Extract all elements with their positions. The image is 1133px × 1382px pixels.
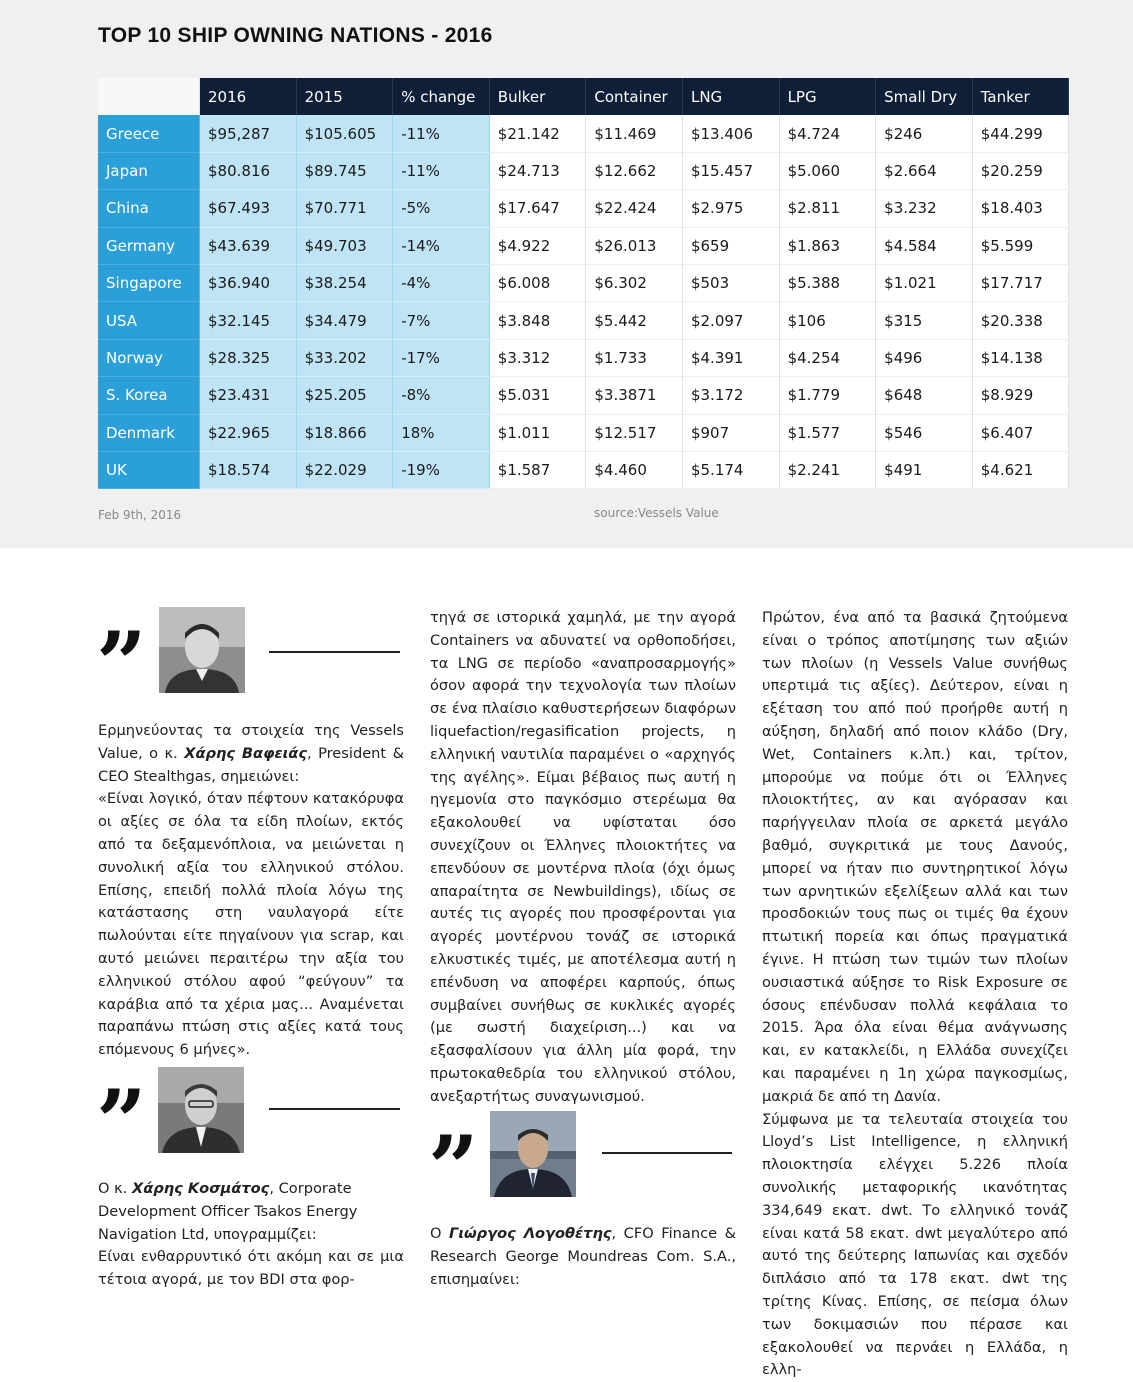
paragraph: Είναι ενθαρρυντικό ότι ακόμη και σε μια τέτοια αγορά, με τον BDI στα φορ- xyxy=(98,1248,404,1289)
value-cell: $546 xyxy=(876,415,973,452)
date-note: Feb 9th, 2016 xyxy=(98,508,182,522)
value-cell: $4.391 xyxy=(683,340,780,377)
text-span: Ο xyxy=(430,1225,450,1242)
value-cell: $33.202 xyxy=(297,340,394,377)
table-row xyxy=(98,265,1069,302)
value-cell: $5.060 xyxy=(780,153,877,190)
value-cell: $1.011 xyxy=(490,415,587,452)
paragraph xyxy=(430,1223,736,1291)
value-cell: $1.863 xyxy=(780,228,877,265)
table-row xyxy=(98,452,1069,489)
paragraph: Πρώτον, ένα από τα βασικά ζητούμενα είναι ο τρόπος αποτίμησης των αξιών των πλοίων (η Vessels Value συνήθως υπερτιμά τις αξίες). Δεύτερον, είναι η εξέταση του από πού προήρθε αυτή η αύξηση, δηλαδή από ποιον κλάδο (Dry, Wet, Containers κ.λπ.) και, τρίτον, μπορούμε να πούμε ότι οι Έλληνες πλοιοκτήτες, αν και αγόρασαν και παρήγγειλαν πλοία σε αρκετά μεγάλο βαθμό, συγκριτικά με τους Δανούς, μπορεί να ήταν πιο συντηρητικοί λόγω των αρνητικών εξελίξεων αλλά και των προσδοκιών τους πως οι τιμές θα έχουν πτωτική πορεία και όπως πραγματικά έγινε. Η πτώση των τιμών των πλοίων ουσιαστικά αύξησε το Risk Exposure σε όσους επένδυσαν πολλά κεφάλαια το 2015. Άρα όλα είναι θέμα ανάγνωσης και, εν κατακλείδι, η Ελλάδα συνεχίζει και παραμένει η 1η χώρα παγκοσμίως, μακριά δε από τη Δανία. xyxy=(762,609,1068,1105)
value-cell: $5.388 xyxy=(780,265,877,302)
value-cell: $5.174 xyxy=(683,452,780,489)
country-cell: S. Korea xyxy=(98,377,200,414)
value-cell: $3.312 xyxy=(490,340,587,377)
value-cell: $907 xyxy=(683,415,780,452)
header-cell: LPG xyxy=(780,78,877,115)
value-cell: $12.662 xyxy=(586,153,683,190)
value-cell: $2.811 xyxy=(780,190,877,227)
value-cell: $14.138 xyxy=(973,340,1070,377)
value-cell: $3.848 xyxy=(490,302,587,339)
value-cell: $1.733 xyxy=(586,340,683,377)
text-span: , Corporate Development Officer Tsakos Energy Navigation Ltd, υπογραμμίζει: xyxy=(98,1180,358,1243)
text-span: Ο κ. xyxy=(98,1180,133,1197)
value-cell: $80.816 xyxy=(200,153,297,190)
table-row xyxy=(98,153,1069,190)
value-cell: $15.457 xyxy=(683,153,780,190)
quote-block-kosmatos xyxy=(96,1064,404,1174)
value-cell: -4% xyxy=(393,265,490,302)
quote-divider-line xyxy=(269,651,400,653)
value-cell: $648 xyxy=(876,377,973,414)
value-cell: -11% xyxy=(393,153,490,190)
value-cell: $43.639 xyxy=(200,228,297,265)
value-cell: $2.241 xyxy=(780,452,877,489)
value-cell: $20.259 xyxy=(973,153,1070,190)
table-title: TOP 10 SHIP OWNING NATIONS - 2016 xyxy=(98,24,493,47)
value-cell: $6.008 xyxy=(490,265,587,302)
paragraph: τηγά σε ιστορικά χαμηλά, με την αγορά Containers να αδυνατεί να ορθοποδήσει, τα LNG σε περίοδο «αναπροσαρμογής» όσον αφορά την τεχνολογία των πλοίων σε ένα πλαίσιο καθυστερήσεων διαφόρων liquefaction/regasification projects, η ελληνική ναυτιλία παραμένει ο «αρχηγός της αγέλης». Είμαι βέβαιος πως αυτή η ηγεμονία στο παγκόσμιο στερέωμα θα εξακολουθεί να υφίσταται όσο συνεχίζουν οι Έλληνες πλοιοκτήτες να επενδύουν σε μοντέρνα πλοία (όχι όμως απαραίτητα σε Newbuildings), ιδίως σε αυτές τις αγορές που προσφέρονται για αγορές μοντέρνου τονάζ σε ιστορικά ελκυστικές τιμές, με αποτέλεσμα αυτή η επένδυση να αποφέρει καρπούς, όπως συμβαίνει συνήθως σε κυκλικές αγορές (με σωστή διαχείριση...) και να εξασφαλίσουν για άλλη μία φορά, την πρωτοκαθεδρία του ελληνικού στόλου, ανεξαρτήτως συναγωνισμού. xyxy=(430,609,736,1105)
value-cell: $26.013 xyxy=(586,228,683,265)
value-cell: $105.605 xyxy=(297,115,394,152)
value-cell: $106 xyxy=(780,302,877,339)
source-note: source:Vessels Value xyxy=(594,506,719,520)
value-cell: $44.299 xyxy=(973,115,1070,152)
value-cell: $3.232 xyxy=(876,190,973,227)
header-cell: LNG xyxy=(683,78,780,115)
quote-mark-icon: ” xyxy=(96,1070,141,1174)
country-cell: Norway xyxy=(98,340,200,377)
country-cell: Germany xyxy=(98,228,200,265)
header-cell: 2016 xyxy=(200,78,297,115)
value-cell: $13.406 xyxy=(683,115,780,152)
country-cell: UK xyxy=(98,452,200,489)
avatar-vafeias xyxy=(159,607,245,693)
article-column-2-continued xyxy=(430,1223,736,1291)
value-cell: $8.929 xyxy=(973,377,1070,414)
value-cell: $4.254 xyxy=(780,340,877,377)
table-row xyxy=(98,340,1069,377)
value-cell: $491 xyxy=(876,452,973,489)
table-row xyxy=(98,228,1069,265)
value-cell: $5.442 xyxy=(586,302,683,339)
quote-block-logothetis xyxy=(428,1108,736,1220)
value-cell: $34.479 xyxy=(297,302,394,339)
value-cell: $89.745 xyxy=(297,153,394,190)
article-column-1 xyxy=(98,720,404,1062)
table-header-row xyxy=(98,78,1069,115)
table-row xyxy=(98,115,1069,152)
value-cell: $315 xyxy=(876,302,973,339)
value-cell: -17% xyxy=(393,340,490,377)
country-cell: USA xyxy=(98,302,200,339)
value-cell: $4.621 xyxy=(973,452,1070,489)
value-cell: $2.975 xyxy=(683,190,780,227)
value-cell: $1.577 xyxy=(780,415,877,452)
quote-block-vafeias xyxy=(96,606,404,716)
table-row xyxy=(98,302,1069,339)
header-cell: Tanker xyxy=(973,78,1070,115)
value-cell: $18.403 xyxy=(973,190,1070,227)
value-cell: $1.021 xyxy=(876,265,973,302)
value-cell: $3.3871 xyxy=(586,377,683,414)
article-column-2 xyxy=(430,607,736,1109)
text-span: , CFO Finance & Research George Moundreas Com. S.A., επισημαίνει: xyxy=(430,1225,736,1288)
header-corner-cell xyxy=(98,78,200,115)
value-cell: $21.142 xyxy=(490,115,587,152)
country-cell: Greece xyxy=(98,115,200,152)
value-cell: $2.097 xyxy=(683,302,780,339)
country-cell: Japan xyxy=(98,153,200,190)
ship-owning-nations-table xyxy=(98,78,1069,489)
paragraph xyxy=(98,1178,404,1246)
value-cell: $12.517 xyxy=(586,415,683,452)
quote-divider-line xyxy=(269,1108,400,1110)
value-cell: $6.407 xyxy=(973,415,1070,452)
value-cell: $17.647 xyxy=(490,190,587,227)
article-column-1-continued xyxy=(98,1178,404,1292)
value-cell: $22.029 xyxy=(297,452,394,489)
paragraph: Σύμφωνα με τα τελευταία στοιχεία του Lloyd’s List Intelligence, η ελληνική πλοιοκτησία ελέγχει 5.226 πλοία συνολικής μεταφορικής ικανότητας 334,649 εκατ. dwt. Το ελληνικό τονάζ είναι κατά 58 εκατ. dwt μεγαλύτερο από αυτό της δεύτερης Ιαπωνίας και σχεδόν διπλάσιο από τα 178 εκατ. dwt της τρίτης Κίνας. Επίσης, σε πείσμα όλων των δοκιμασιών που πέρασε και εξακολουθεί να περνάει η Ελλάδα, η ελλη- xyxy=(762,1110,1068,1379)
value-cell: 18% xyxy=(393,415,490,452)
value-cell: $4.584 xyxy=(876,228,973,265)
value-cell: $95,287 xyxy=(200,115,297,152)
value-cell: $22.424 xyxy=(586,190,683,227)
value-cell: $659 xyxy=(683,228,780,265)
value-cell: $32.145 xyxy=(200,302,297,339)
quote-mark-icon: ” xyxy=(428,1116,473,1220)
value-cell: $20.338 xyxy=(973,302,1070,339)
value-cell: $49.703 xyxy=(297,228,394,265)
country-cell: China xyxy=(98,190,200,227)
value-cell: $1.779 xyxy=(780,377,877,414)
header-cell: 2015 xyxy=(297,78,394,115)
value-cell: $70.771 xyxy=(297,190,394,227)
text-span: Ερμηνεύοντας τα στοιχεία της Vessels Value, ο κ. xyxy=(98,722,404,762)
value-cell: -19% xyxy=(393,452,490,489)
value-cell: $3.172 xyxy=(683,377,780,414)
quote-divider-line xyxy=(602,1152,732,1154)
person-name: Γιώργος Λογοθέτης xyxy=(449,1225,612,1242)
value-cell: $4.724 xyxy=(780,115,877,152)
table-row xyxy=(98,190,1069,227)
value-cell: $496 xyxy=(876,340,973,377)
paragraph: «Είναι λογικό, όταν πέφτουν κατακόρυφα οι αξίες σε όλα τα είδη πλοίων, εκτός από τα δεξαμενόπλοια, να μειώνεται η συνολική αξία του ελληνικού στόλου. Επίσης, επειδή πολλά πλοία λόγω της κατάστασης στη ναυλαγορά είτε πωλούνται είτε πηγαίνουν για scrap, και αυτό μειώνει περαιτέρω την αξία του ελληνικού στόλου αφού “φεύγουν” τα καράβια από τα χέρια μας... Αναμένεται παραπάνω πτώση στις αξίες κατά τους επόμενους 6 μήνες». xyxy=(98,790,404,1059)
header-cell: Bulker xyxy=(490,78,587,115)
value-cell: $4.460 xyxy=(586,452,683,489)
value-cell: $4.922 xyxy=(490,228,587,265)
text-span: , President & CEO Stealthgas, σημειώνει: xyxy=(98,744,404,785)
value-cell: $18.866 xyxy=(297,415,394,452)
avatar-logothetis xyxy=(490,1111,576,1197)
avatar-kosmatos xyxy=(158,1067,244,1153)
value-cell: $67.493 xyxy=(200,190,297,227)
value-cell: $18.574 xyxy=(200,452,297,489)
article-column-3 xyxy=(762,607,1068,1382)
value-cell: $11.469 xyxy=(586,115,683,152)
country-cell: Denmark xyxy=(98,415,200,452)
value-cell: $5.599 xyxy=(973,228,1070,265)
table-row xyxy=(98,415,1069,452)
value-cell: $503 xyxy=(683,265,780,302)
value-cell: -8% xyxy=(393,377,490,414)
value-cell: $24.713 xyxy=(490,153,587,190)
table-row xyxy=(98,377,1069,414)
value-cell: $28.325 xyxy=(200,340,297,377)
quote-mark-icon: ” xyxy=(96,612,141,716)
value-cell: $36.940 xyxy=(200,265,297,302)
value-cell: $17.717 xyxy=(973,265,1070,302)
person-name: Χάρης Κοσμάτος xyxy=(132,1180,270,1197)
value-cell: $23.431 xyxy=(200,377,297,414)
header-cell: Container xyxy=(586,78,683,115)
value-cell: -5% xyxy=(393,190,490,227)
value-cell: $25.205 xyxy=(297,377,394,414)
value-cell: $2.664 xyxy=(876,153,973,190)
value-cell: -7% xyxy=(393,302,490,339)
value-cell: -11% xyxy=(393,115,490,152)
person-name: Χάρης Βαφειάς xyxy=(184,744,307,762)
header-cell: % change xyxy=(393,78,490,115)
value-cell: $6.302 xyxy=(586,265,683,302)
value-cell: $22.965 xyxy=(200,415,297,452)
value-cell: $38.254 xyxy=(297,265,394,302)
table-section xyxy=(0,0,1133,548)
value-cell: $5.031 xyxy=(490,377,587,414)
value-cell: $1.587 xyxy=(490,452,587,489)
value-cell: -14% xyxy=(393,228,490,265)
country-cell: Singapore xyxy=(98,265,200,302)
paragraph xyxy=(98,720,404,788)
value-cell: $246 xyxy=(876,115,973,152)
header-cell: Small Dry xyxy=(876,78,973,115)
